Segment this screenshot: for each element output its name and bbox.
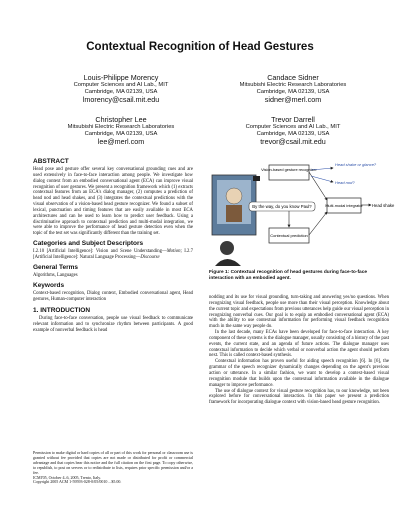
abstract-heading: ABSTRACT	[33, 158, 69, 165]
categories-text: I.2.10 [Artificial Intelligence]: Vision and Scene Understanding—Motion; I.2.7 [Artificial Intelligence]: Natural Language Processing—Discourse	[33, 249, 193, 260]
abstract-text: Head pose and gesture offer several key conversational grounding cues and are used extensively in face-to-face interaction among people. We investigate how dialog context from an embodied conversational agent (ECA) can improve visual recognition of user gestures. We present a recognition framework which (1) extracts contextual features from an ECA's dialog manager, (2) computes a prediction of head nod and head shakes, and (3) integrates the contextual predictions with the visual observation of a vision-based head gesture recognizer. We found a subset of lexical, punctuation and timing features that are easily available in most ECA architectures and can be used to learn how to predict user feedback. Using a discriminative approach to contextual prediction and multi-modal integration, we were able to improve the performance of head gesture detection even when the topic of the test set was significantly different than the training set.	[33, 167, 193, 237]
author-email: lee@merl.com	[97, 137, 145, 147]
head-nod-question-label: Head nod?	[335, 180, 355, 185]
author-name: Candace Sidner	[267, 73, 319, 82]
head-shake-question-label: Head shake or glance?	[335, 162, 377, 167]
author-email: trevor@csail.mit.edu	[260, 137, 326, 147]
intro-paragraph: Contextual information has proven useful for aiding speech recognition [6]. In [6], the grammar of the speech recognizer dynamically changes depending on the agent's previous action or utterance. In a similar fashion, we want to develop a context-based visual recognition module that builds upon the contextual information available in the dialogue manager to improve performance.	[209, 359, 389, 388]
arrow-context-to-integrator	[309, 212, 327, 235]
author-block-3	[31, 115, 211, 147]
intro-paragraph: In the last decade, many ECAs have been developed for face-to-face interaction. A key component of these systems is the dialogue manager, usually consisting of a history of the past events, the current state, and an agenda of future actions. The dialogue manager uses contextual information to decide which verbal or nonverbal action the agent should perform next. This is called context-based synthesis.	[209, 330, 390, 359]
author-name: Louis-Philippe Morency	[83, 73, 159, 82]
author-location: Cambridge, MA 02139, USA	[84, 130, 158, 137]
categories-heading: Categories and Subject Descriptors	[33, 240, 144, 248]
agent-head-icon	[226, 188, 242, 204]
paper-title: Contextual Recognition of Head Gestures	[86, 41, 314, 53]
intro-heading: 1. INTRODUCTION	[33, 307, 91, 315]
camera-icon	[253, 176, 260, 181]
keywords-heading: Keywords	[33, 281, 65, 289]
speech-bubble-text: By the way, do you know Paul?	[252, 204, 312, 209]
author-affiliation: Mitsubishi Electric Research Laboratories	[67, 124, 175, 130]
author-affiliation: Computer Sciences and AI Lab., MIT	[73, 82, 169, 88]
author-location: Cambridge, MA 02139, USA	[84, 88, 158, 95]
author-email: lmorency@csail.mit.edu	[82, 95, 160, 105]
keywords-text: Context-based recognition, Dialog context, Embodied conversational agent, Head gestures, Human-computer interaction	[33, 290, 193, 302]
figure-caption: Figure 1: Contextual recognition of head gestures during face-to-face interaction with an embodied agent.	[209, 270, 368, 281]
figure-1	[209, 160, 395, 268]
author-block-1	[31, 73, 211, 105]
author-block-4	[203, 115, 383, 147]
author-location: Cambridge, MA 02139, USA	[256, 88, 330, 95]
author-affiliation: Mitsubishi Electric Research Laboratories	[239, 82, 347, 88]
user-head-icon	[220, 241, 234, 255]
intro-paragraph: The use of dialogue context for visual gesture recognition has, to our knowledge, not been explored before for conversational interaction. In this paper we present a prediction framework for incorporating dialogue context with vision-based head gesture recognition.	[209, 388, 389, 406]
integrator-label: Multi-modal integrator	[325, 203, 363, 208]
arrow-to-head-nod	[311, 176, 333, 182]
general-terms-text: Algorithms, Languages	[33, 272, 78, 278]
agent-body-icon	[226, 205, 242, 222]
figure-1-diagram	[209, 160, 395, 268]
left-column	[33, 155, 193, 334]
author-block-2	[203, 73, 383, 105]
venue-text: ICMI'05, October 4–6, 2005, Trento, Italy.	[33, 474, 102, 480]
author-affiliation: Computer Sciences and AI Lab., MIT	[245, 124, 341, 130]
general-terms-heading: General Terms	[33, 263, 79, 271]
vision-recognizer-label: Vision-based gesture recognizer	[261, 167, 317, 172]
copyright-text: Copyright 2005 ACM 1-59593-028-0/05/0010 ...$5.00.	[33, 479, 122, 485]
author-email: sidner@merl.com	[264, 95, 322, 105]
permission-block	[33, 451, 193, 485]
author-name: Trevor Darrell	[271, 115, 315, 124]
intro-paragraph: During face-to-face conversation, people use visual feedback to communicate relevant information and to synchronize rhythm between participants. A good example of nonverbal feedback is head	[33, 316, 193, 334]
author-location: Cambridge, MA 02139, USA	[256, 130, 330, 137]
user-body-icon	[215, 259, 241, 266]
head-shake-output-label: Head shake	[372, 203, 395, 208]
intro-paragraph: nodding and its use for visual grounding, turn-taking and answering yes/no questions. When recognizing visual feedback, people use more than their visual perception. Knowledge about the current topic and expectations from previous utterances help guide our visual perception in recognizing nonverbal cues. Our goal is to equip an embodied conversational agent (ECA) with the ability to use contextual information for performing visual feedback recognition much in the same way people do.	[209, 295, 389, 330]
contextual-prediction-label: Contextual prediction	[270, 233, 308, 238]
permission-text: Permission to make digital or hard copies of all or part of this work for personal or classroom use is granted without fee provided that copies are not made or distributed for profit or commercial advantage and that copies bear this notice and the full citation on the first page. To copy otherwise, to republish, to post on servers or to redistribute to lists, requires prior specific permission and/or a fee.	[33, 450, 193, 475]
right-column	[209, 295, 389, 406]
author-name: Christopher Lee	[95, 115, 147, 124]
